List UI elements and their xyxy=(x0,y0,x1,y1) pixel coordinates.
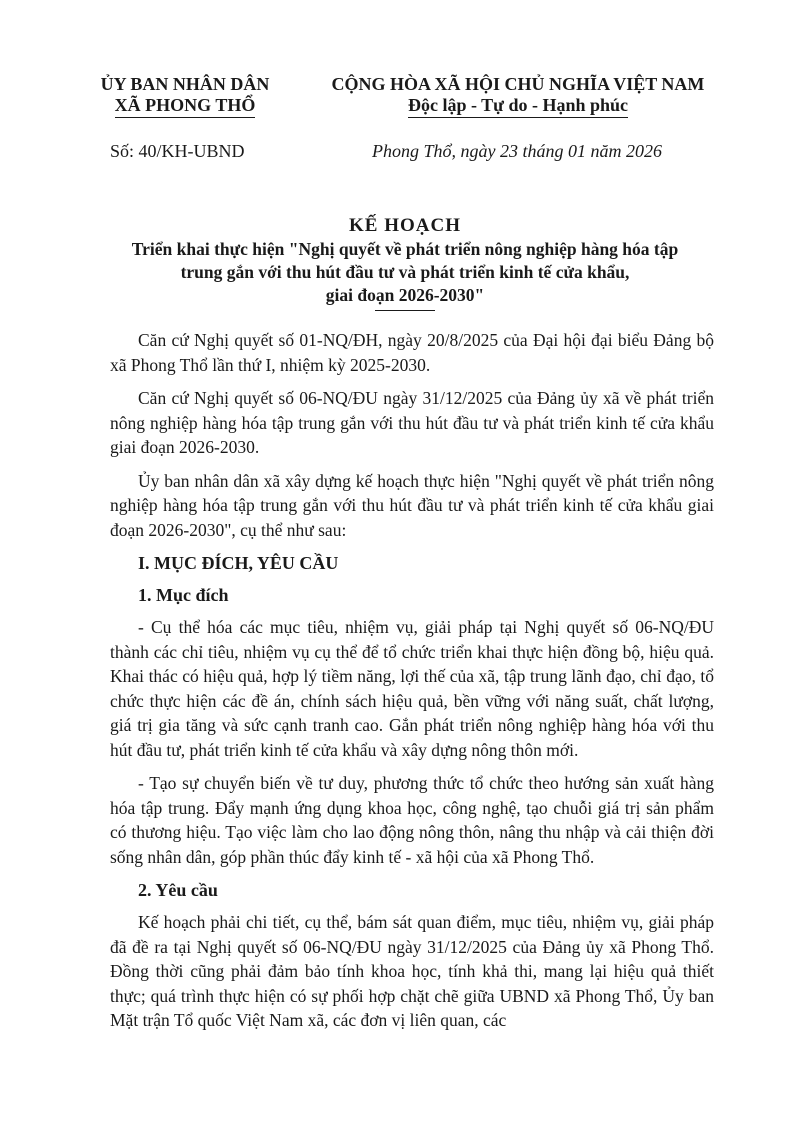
subsection-heading-requirements: 2. Yêu cầu xyxy=(138,880,218,900)
title-line-3: giai đoạn 2026-2030" xyxy=(325,285,485,305)
national-header xyxy=(308,74,728,118)
subsection-heading-purpose: 1. Mục đích xyxy=(138,585,229,605)
document-number: Số: 40/KH-UBND xyxy=(110,141,245,161)
title-line-2: trung gắn với thu hút đầu tư và phát triển kinh tế cửa khẩu, xyxy=(180,262,630,282)
agency-line-1: ỦY BAN NHÂN DÂN xyxy=(100,74,270,94)
section-heading-1: I. MỤC ĐÍCH, YÊU CẦU xyxy=(138,553,339,573)
document-body xyxy=(110,328,714,1042)
document-title: KẾ HOẠCH xyxy=(349,215,461,236)
place-and-date: Phong Thổ, ngày 23 tháng 01 năm 2026 xyxy=(372,141,662,161)
title-line-1: Triển khai thực hiện "Nghị quyết về phát triển nông nghiệp hàng hóa tập xyxy=(131,239,679,259)
document-title-block xyxy=(80,214,730,311)
agency-line-2: XÃ PHONG THỔ xyxy=(115,95,256,118)
issuing-agency xyxy=(96,74,274,118)
intro-paragraph: Ủy ban nhân dân xã xây dựng kế hoạch thực hiện "Nghị quyết về phát triển nông nghiệp hàng hóa tập trung gắn với thu hút đầu tư và phát triển kinh tế cửa khẩu giai đoạn 2026-2030", cụ thể như sau: xyxy=(110,470,714,540)
purpose-item-2: - Tạo sự chuyển biến về tư duy, phương thức tổ chức theo hướng sản xuất hàng hóa tập trung. Đẩy mạnh ứng dụng khoa học, công nghệ, tạo chuỗi giá trị sản phẩm có thương hiệu. Tạo việc làm cho lao động nông thôn, nâng thu nhập và cải thiện đời sống nhân dân, góp phần thúc đẩy kinh tế - xã hội của xã Phong Thổ. xyxy=(110,773,714,867)
purpose-item-1: - Cụ thể hóa các mục tiêu, nhiệm vụ, giải pháp tại Nghị quyết số 06-NQ/ĐU thành các chỉ tiêu, nhiệm vụ cụ thể để tổ chức triển khai thực hiện đồng bộ, hiệu quả. Khai thác có hiệu quả, hợp lý tiềm năng, lợi thế của xã, tập trung lãnh đạo, chỉ đạo, tổ chức thực hiện các đề án, chính sách hiệu quả, bền vững với năng suất, chất lượng, giá trị gia tăng và sức cạnh tranh cao. Gắn phát triển nông nghiệp hàng hóa với thu hút đầu tư, phát triển kinh tế cửa khẩu và xây dựng nông thôn mới. xyxy=(110,617,714,760)
requirements-paragraph: Kế hoạch phải chi tiết, cụ thể, bám sát quan điểm, mục tiêu, nhiệm vụ, giải pháp đã đề ra tại Nghị quyết số 06-NQ/ĐU ngày 31/12/2025 của Đảng ủy xã Phong Thổ. Đồng thời cũng phải đảm bảo tính khoa học, tính khả thi, mang lại hiệu quả thiết thực; quá trình thực hiện có sự phối hợp chặt chẽ giữa UBND xã Phong Thổ, Ủy ban Mặt trận Tổ quốc Việt Nam xã, các đơn vị liên quan, các xyxy=(110,912,714,1030)
national-motto: Độc lập - Tự do - Hạnh phúc xyxy=(408,95,628,118)
nation-name: CỘNG HÒA XÃ HỘI CHỦ NGHĨA VIỆT NAM xyxy=(331,74,705,94)
legal-basis-2: Căn cứ Nghị quyết số 06-NQ/ĐU ngày 31/12/2025 của Đảng ủy xã về phát triển nông nghiệp hàng hóa tập trung gắn với thu hút đầu tư và phát triển kinh tế cửa khẩu giai đoạn 2026-2030. xyxy=(110,388,714,457)
title-divider xyxy=(375,310,435,311)
legal-basis-1: Căn cứ Nghị quyết số 01-NQ/ĐH, ngày 20/8/2025 của Đại hội đại biểu Đảng bộ xã Phong Thổ lần thứ I, nhiệm kỳ 2025-2030. xyxy=(110,330,714,375)
